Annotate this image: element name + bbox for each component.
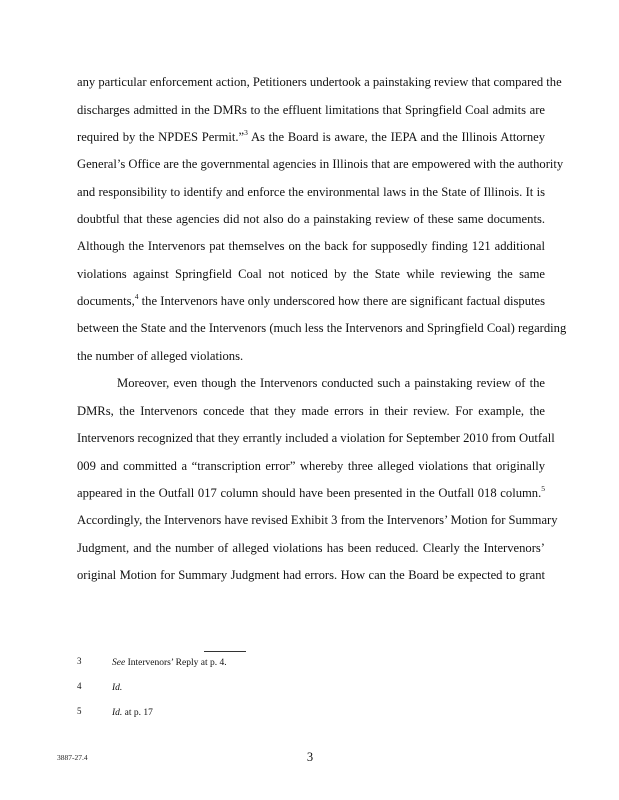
body-line-16-text: appeared in the Outfall 017 column should have been presented in the Outfall 018 column. <box>77 486 542 500</box>
body-line-5: and responsibility to identify and enforce the environmental laws in the State of Illinois. It is <box>77 185 545 199</box>
body-line-8: violations against Springfield Coal not noticed by the State while reviewing the same <box>77 267 545 281</box>
body-line-3 <box>77 129 545 145</box>
footnote-3-italic: See <box>112 658 126 668</box>
body-line-15: 009 and committed a “transcription error” whereby three alleged violations that originally <box>77 459 545 473</box>
body-line-11: the number of alleged violations. <box>77 349 244 363</box>
footnote-ref-4: 4 <box>134 291 139 301</box>
document-id: 3887-27.4 <box>57 753 88 762</box>
page-number: 3 <box>306 750 314 764</box>
body-line-17: Accordingly, the Intervenors have revised Exhibit 3 from the Intervenors’ Motion for Summary <box>77 513 558 527</box>
quote-close: ” <box>238 130 245 144</box>
footnote-5-italic: Id. <box>112 708 123 718</box>
footnote-3-body: Intervenors’ Reply at p. 4. <box>125 658 227 668</box>
body-line-7: Although the Intervenors pat themselves on the back for supposedly finding 121 additional <box>77 239 545 253</box>
footnote-text-3 <box>112 657 227 669</box>
body-line-2: discharges admitted in the DMRs to the effluent limitations that Springfield Coal admits are <box>77 103 545 117</box>
footnote-ref-3: 3 <box>244 127 248 137</box>
footnote-separator <box>204 651 246 652</box>
footnote-4-italic: Id. <box>112 683 123 693</box>
body-line-18: Judgment, and the number of alleged violations has been reduced. Clearly the Intervenors’ <box>77 541 545 555</box>
footnote-text-5 <box>112 707 153 719</box>
body-line-6: doubtful that these agencies did not also do a painstaking review of these same documents. <box>77 212 545 226</box>
footnote-ref-5: 5 <box>541 483 545 493</box>
body-line-14: Intervenors recognized that they errantly included a violation for September 2010 from Outfall <box>77 431 555 445</box>
footnote-number-4: 4 <box>77 681 82 691</box>
footnote-text-4 <box>112 682 122 694</box>
body-line-9 <box>77 293 545 309</box>
body-line-3-text: required by the NPDES Permit. <box>77 130 239 144</box>
body-line-12: Moreover, even though the Intervenors conducted such a painstaking review of the <box>117 376 545 390</box>
body-line-16 <box>77 485 545 501</box>
body-line-13: DMRs, the Intervenors concede that they made errors in their review. For example, the <box>77 404 545 418</box>
footnote-number-3: 3 <box>77 656 82 666</box>
footnote-5-body: at p. 17 <box>122 708 153 718</box>
body-line-19: original Motion for Summary Judgment had errors. How can the Board be expected to grant <box>77 568 545 582</box>
body-line-9-tail: the Intervenors have only underscored how there are significant factual disputes <box>138 294 545 308</box>
body-line-4: General’s Office are the governmental agencies in Illinois that are empowered with the authority <box>77 157 564 171</box>
body-line-1: any particular enforcement action, Petitioners undertook a painstaking review that compared the <box>77 75 562 89</box>
footnote-number-5: 5 <box>77 706 82 716</box>
body-line-9-text: documents, <box>77 294 135 308</box>
body-line-3-tail: As the Board is aware, the IEPA and the Illinois Attorney <box>247 130 546 144</box>
body-line-10: between the State and the Intervenors (much less the Intervenors and Springfield Coal) regarding <box>77 321 567 335</box>
